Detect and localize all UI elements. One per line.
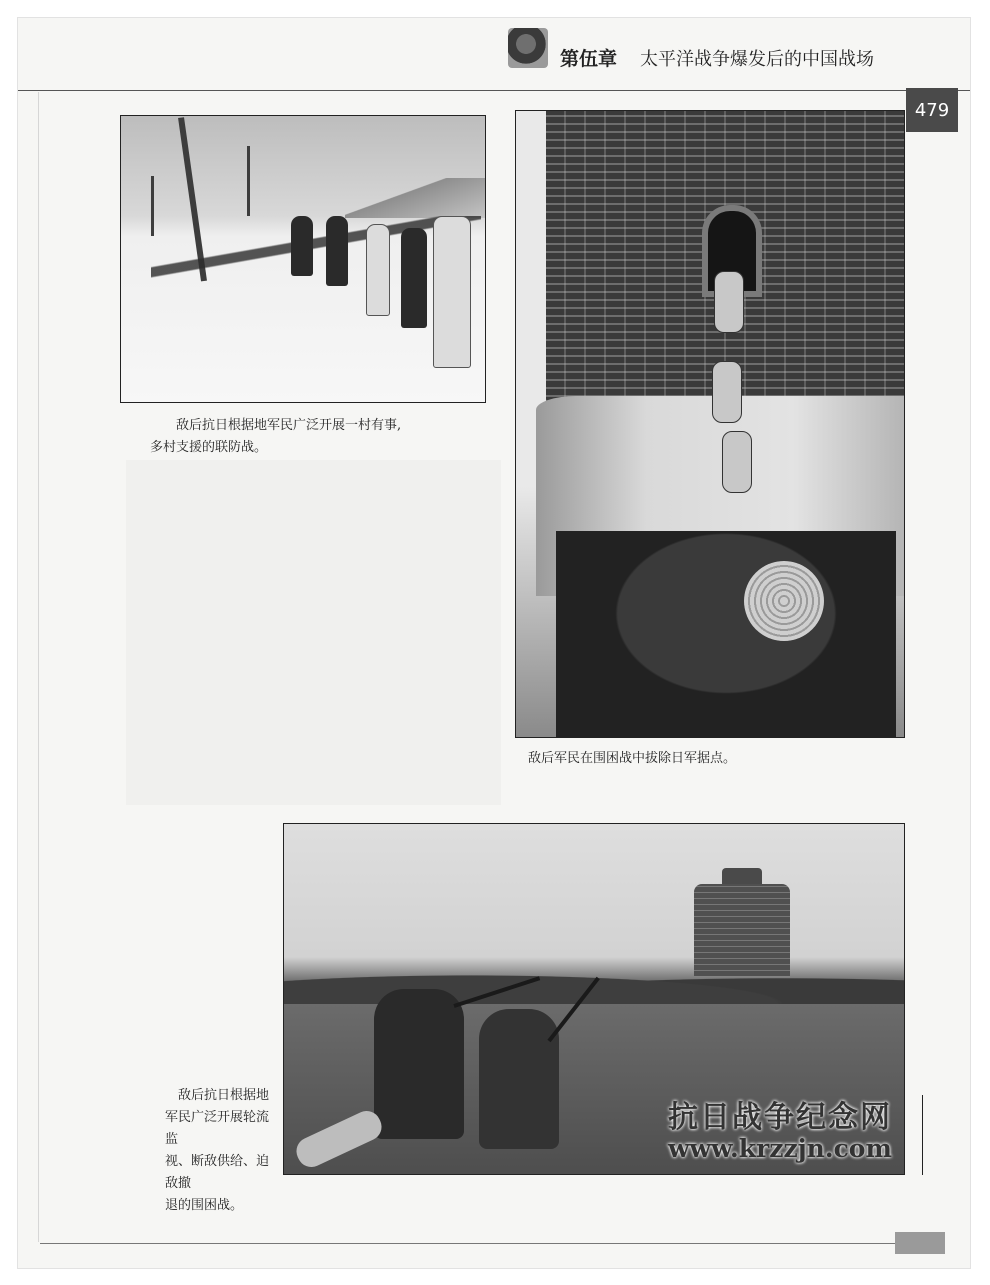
caption-line: 退的围困战。: [165, 1198, 244, 1213]
photo-figure: [401, 228, 427, 328]
background-panel: [126, 460, 501, 805]
photo-soldier: [479, 1009, 559, 1149]
header-divider: [18, 90, 970, 91]
watermark-url: www.krzzjn.com: [668, 1134, 892, 1163]
chapter-number: 第伍章: [560, 48, 618, 70]
footer-tab: [895, 1232, 945, 1254]
photo-straw-hat: [744, 561, 824, 641]
photo-climber: [714, 271, 744, 333]
caption-line: 敌后抗日根据地军民广泛开展一村有事,: [176, 418, 402, 433]
caption-line: 多村支援的联防战。: [150, 440, 268, 455]
caption-photo-2: 敌后军民在围困战中拔除日军据点。: [528, 751, 737, 766]
photo-figure: [433, 216, 471, 368]
photo-climber: [712, 361, 742, 423]
photo-climber: [722, 431, 752, 493]
watermark-text: 抗日战争纪念网: [668, 1100, 892, 1135]
photo-snow-march: [120, 115, 486, 403]
photo-soldier: [374, 989, 464, 1139]
watermark: [668, 1092, 892, 1163]
chapter-title: 太平洋战争爆发后的中国战场: [640, 49, 874, 70]
margin-line: [38, 92, 39, 1242]
photo-figure: [326, 216, 348, 286]
photo-mountain: [345, 178, 485, 218]
photo-blockhouse-assault: [515, 110, 905, 738]
caption-photo-1: [150, 415, 450, 459]
caption-divider: [922, 1095, 923, 1175]
caption-line: 视、断敌供给、迫敌撤: [165, 1154, 270, 1191]
photo-march-column: [151, 216, 481, 326]
photo-tree: [247, 146, 250, 216]
chapter-emblem-icon: [508, 28, 548, 68]
photo-crowd: [556, 531, 896, 737]
photo-soldier-leg: [292, 1106, 386, 1171]
page-number: 479: [906, 88, 958, 132]
photo-blockhouse: [694, 884, 790, 976]
photo-figure: [366, 224, 390, 316]
caption-line: 敌后抗日根据地: [178, 1088, 270, 1103]
photo-figure: [291, 216, 313, 276]
footer-divider: [40, 1243, 910, 1244]
caption-photo-3: [165, 1085, 275, 1217]
caption-line: 军民广泛开展轮流监: [165, 1110, 270, 1147]
